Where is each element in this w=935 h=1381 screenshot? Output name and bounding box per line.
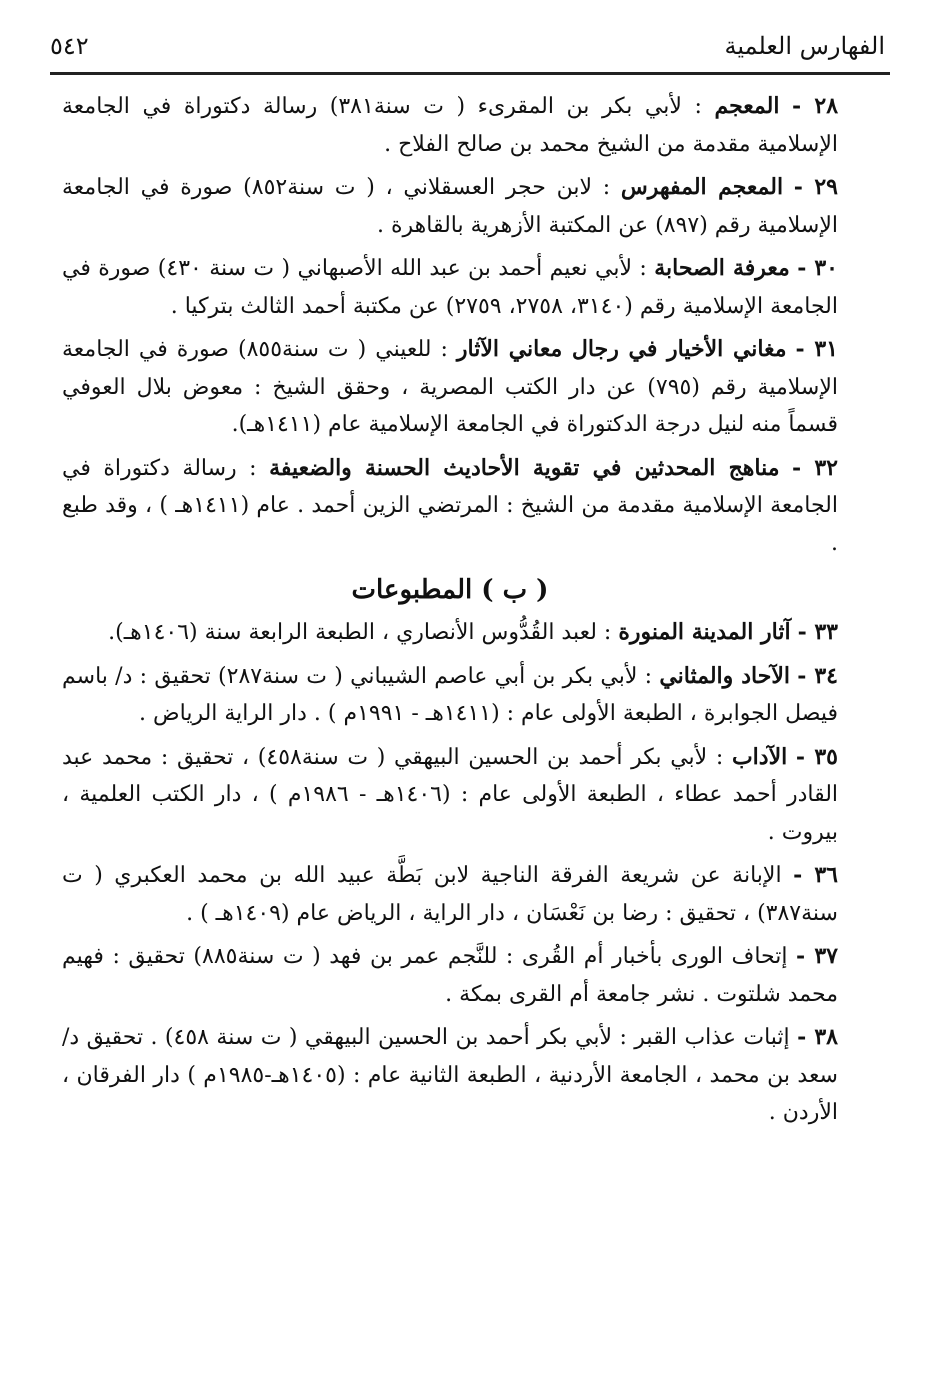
- printed-works-list: [62, 614, 838, 1132]
- bibliography-entry: [62, 331, 838, 444]
- bibliography-entry: [62, 450, 838, 563]
- bibliography-entry: [62, 169, 838, 244]
- entry-title: الآداب: [731, 743, 788, 770]
- entry-title: الآحاد والمثاني: [659, 662, 790, 689]
- entry-number: ٣٦ -: [793, 862, 838, 888]
- entry-number: ٣٧ -: [796, 943, 838, 969]
- bibliography-entry: [62, 614, 838, 652]
- running-title: الفهارس العلمية: [724, 32, 885, 60]
- entry-number: ٣٢ -: [792, 454, 838, 481]
- entry-text: إثبات عذاب القبر : لأبي بكر أحمد بن الحسين البيهقي ( ت سنة ٤٥٨) . تحقيق د/ سعد بن محمد ، الجامعة الأردنية ، الطبعة الثانية عام : (١٤٠٥هـ-١٩٨٥م ) دار الفرقان ، الأردن .: [62, 1025, 838, 1125]
- entry-text: : لأبي بكر بن أبي عاصم الشيباني ( ت سنة٢٨٧) تحقيق : د/ باسم فيصل الجوابرة ، الطبعة الأولى عام : (١٤١١هـ - ١٩٩١م ) . دار الراية الرياض .: [62, 663, 838, 726]
- entry-text: إتحاف الورى بأخبار أم القُرى : للنَّجم عمر بن فهد ( ت سنة٨٨٥) تحقيق : فهيم محمد شلتوت . نشر جامعة أم القرى بمكة .: [62, 944, 838, 1007]
- bibliography-entry: [62, 857, 838, 932]
- section-heading: ( ب ) المطبوعات: [351, 575, 549, 605]
- entry-number: ٢٨ -: [792, 93, 839, 119]
- manuscripts-list: [62, 88, 838, 562]
- entry-text: : لأبي بكر بن المقرىء ( ت سنة٣٨١) رسالة دكتوراة في الجامعة الإسلامية مقدمة من الشيخ محمد بن صالح الفلاح .: [62, 94, 838, 157]
- entry-number: ٣٠ -: [797, 255, 838, 281]
- entry-number: ٣٥ -: [795, 743, 838, 770]
- entry-text: : لأبي بكر أحمد بن الحسين البيهقي ( ت سنة٤٥٨) ، تحقيق : محمد عبد القادر أحمد عطاء ، الطبعة الأولى عام : (١٤٠٦هـ - ١٩٨٦م ) ، دار الكتب العلمية ، بيروت .: [62, 744, 839, 845]
- main-text: [62, 88, 838, 1138]
- entry-title: معرفة الصحابة: [654, 255, 790, 281]
- page-number: ٥٤٢: [50, 32, 89, 60]
- entry-text: : رسالة دكتوراة في الجامعة الإسلامية مقدمة من الشيخ : المرتضي الزين أحمد . عام (١٤١١هـ ) ، وقد طبع .: [62, 455, 838, 556]
- entry-text: : لعبد القُدُّوس الأنصاري ، الطبعة الرابعة سنة (١٤٠٦هـ).: [108, 620, 612, 645]
- bibliography-entry: [62, 88, 838, 163]
- entry-number: ٣١ -: [795, 336, 838, 362]
- bibliography-entry: [62, 1019, 838, 1132]
- entry-number: ٣٣ -: [797, 619, 838, 645]
- entry-title: المعجم: [714, 93, 780, 119]
- entry-number: ٣٤ -: [797, 662, 838, 689]
- bibliography-entry: [62, 658, 838, 733]
- bibliography-entry: [62, 938, 838, 1013]
- entry-text: : لابن حجر العسقلاني ، ( ت سنة٨٥٢) صورة في الجامعة الإسلامية رقم (٨٩٧) عن المكتبة الأزهرية بالقاهرة .: [62, 175, 838, 238]
- entry-text: الإبانة عن شريعة الفرقة الناجية لابن بَطَّة عبيد الله بن محمد العكبري ( ت سنة٣٨٧) ، تحقيق : رضا بن نَعْسَان ، دار الراية ، الرياض عام (١٤٠٩هـ ) .: [62, 863, 838, 926]
- entry-text: : لأبي نعيم أحمد بن عبد الله الأصبهاني ( ت سنة ٤٣٠) صورة في الجامعة الإسلامية رقم (٣١٤٠، ٢٧٥٨، ٢٧٥٩) عن مكتبة أحمد الثالث بتركيا .: [62, 256, 838, 319]
- bibliography-entry: [62, 250, 838, 325]
- entry-title: المعجم المفهرس: [620, 174, 784, 200]
- entry-title: مغاني الأخيار في رجال معاني الآثار: [456, 336, 787, 362]
- entry-number: ٣٨ -: [797, 1024, 838, 1050]
- entry-text: : للعيني ( ت سنة٨٥٥) صورة في الجامعة الإسلامية رقم (٧٩٥) عن دار الكتب المصرية ، وحقق الشيخ : معوض بلال العوفي قسماً منه لنيل درجة الدكتوراة في الجامعة الإسلامية عام (١٤١١هـ).: [62, 337, 838, 437]
- entry-title: مناهج المحدثين في تقوية الأحاديث الحسنة والضعيفة: [269, 454, 780, 481]
- entry-title: آثار المدينة المنورة: [618, 619, 791, 645]
- entry-number: ٢٩ -: [793, 174, 838, 200]
- bibliography-entry: [62, 739, 838, 852]
- header-rule: [50, 72, 890, 75]
- page-header: [50, 32, 885, 70]
